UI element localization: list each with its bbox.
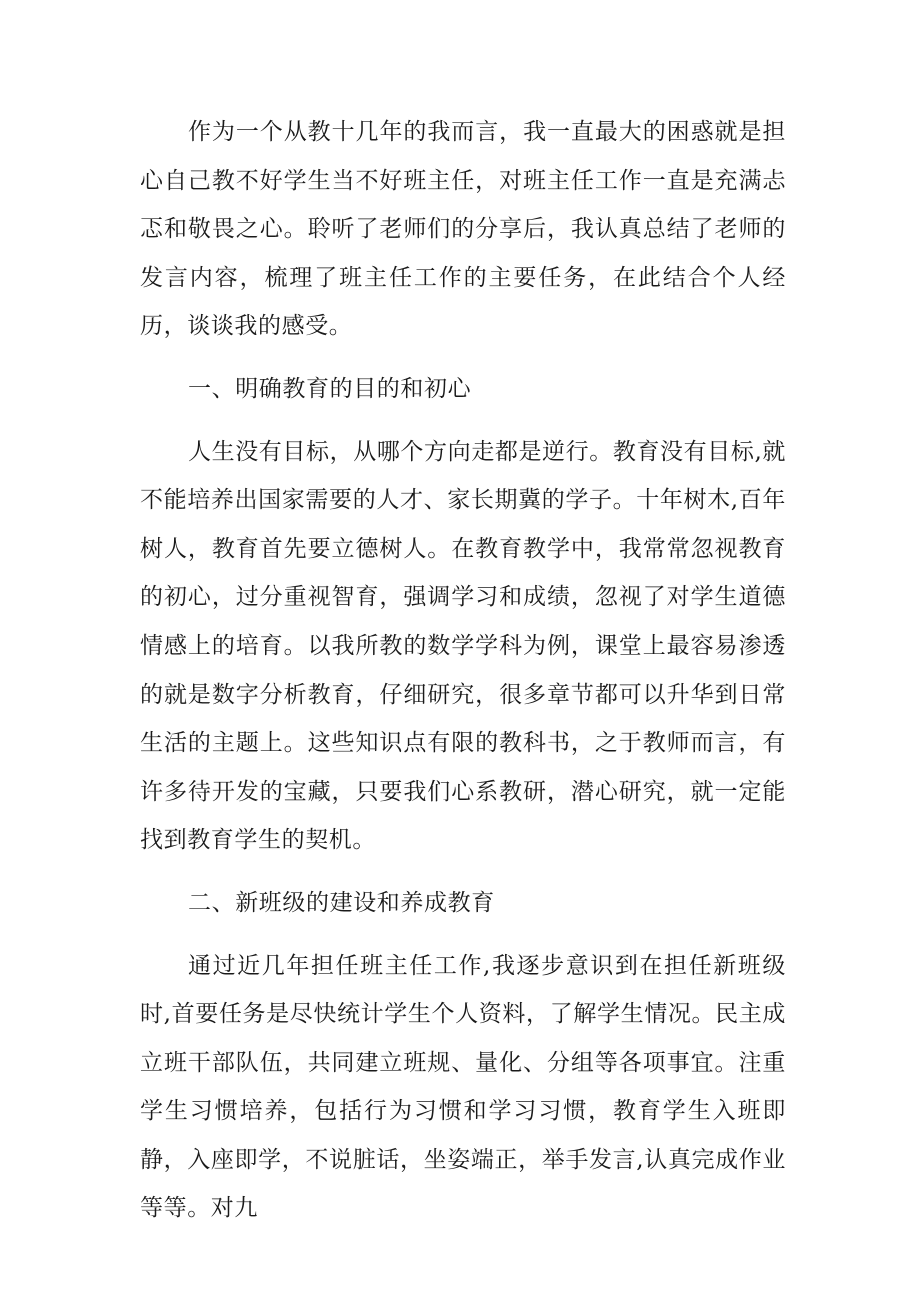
section-heading-2: 二、新班级的建设和养成教育 [188,889,495,916]
section-heading-1: 一、明确教育的目的和初心 [188,375,472,402]
spacer [140,928,786,942]
spacer [140,351,786,365]
spacer [140,865,786,879]
section1-paragraph: 人生没有目标，从哪个方向走都是逆行。教育没有目标,就不能培养出国家需要的人才、家长期冀的学子。十年树木,百年树人，教育首先要立德树人。在教育教学中，我常常忽视教育的初心，过分重视智育，强调学习和成绩，忽视了对学生道德情感上的培育。以我所教的数学学科为例，课堂上最容易渗透的就是数字分析教育，仔细研究，很多章节都可以升华到日常生活的主题上。这些知识点有限的教科书，之于教师而言，有许多待开发的宝藏，只要我们心系教研，潜心研究，就一定能找到教育学生的契机。 [140,438,786,854]
document-page [140,108,786,1233]
intro-paragraph: 作为一个从教十几年的我而言，我一直最大的困惑就是担心自己教不好学生当不好班主任，对班主任工作一直是充满忐忑和敬畏之心。聆听了老师们的分享后，我认真总结了老师的发言内容，梳理了班主任工作的主要任务，在此结合个人经历，谈谈我的感受。 [140,119,786,340]
section2-paragraph: 通过近几年担任班主任工作,我逐步意识到在担任新班级时,首要任务是尽快统计学生个人资料，了解学生情况。民主成立班干部队伍，共同建立班规、量化、分组等各项事宜。注重学生习惯培养，包括行为习惯和学习习惯，教育学生入班即静，入座即学，不说脏话，坐姿端正，举手发言,认真完成作业等等。对九 [140,952,786,1222]
spacer [140,414,786,428]
